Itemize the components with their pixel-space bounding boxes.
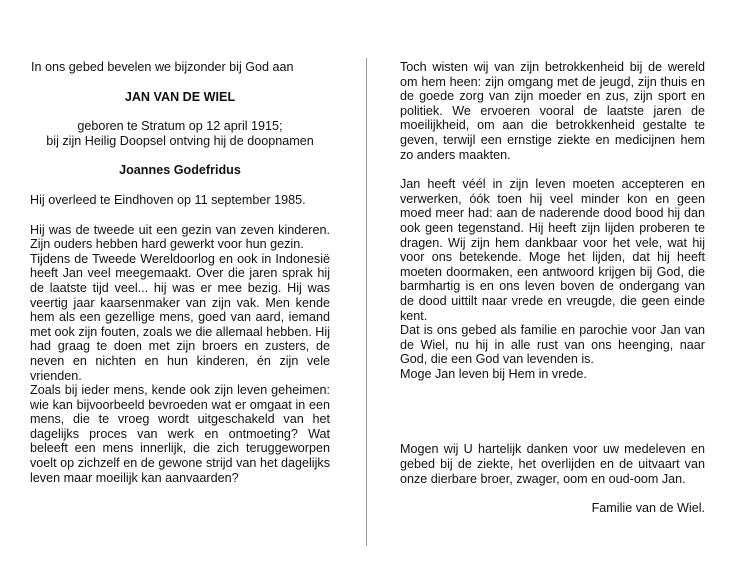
left-column [30,60,330,485]
right-column [400,60,705,516]
baptismal-names: Joannes Godefridus [119,163,241,178]
deceased-name: JAN VAN DE WIEL [124,89,236,104]
paragraph-acceptance: Jan heeft véél in zijn leven moeten accepteren en verwerken, óók toen hij veel minder kon en geen moed meer had: aan de naderende dood bood hij dan ook geen tegenstand. Hij heeft zijn lijden proberen te dragen. Wij zijn hem dankbaar voor het vele, wat hij voor ons betekende. Moge het lijden, dat hij heeft moeten doormaken, een antwoord krijgen bij God, die barmhartig is en ons leven boven de ondergang van de dood uittilt naar vrede en vreugde, die geen einde kent. [400,177,705,323]
life-paragraph: Tijdens de Tweede Wereldoorlog en ook in Indonesië heeft Jan veel meegemaakt. Over die jaren sprak hij de laatste tijd veel... hij was er mee bezig. Hij was veertig jaar kaarsenmaker van zijn vak. Men kende hem als een gezellige mens, goed van aard, iemand met ook zijn fouten, zoals we die allemaal hebben. Hij had graag te doen met zijn broers en zusters, de neven en nichten en hun kinderen, én zijn vele vrienden. [30,251,330,383]
intro-text: In ons gebed bevelen we bijzonder bij God aan [31,60,294,74]
baptism-text: bij zijn Heilig Doopsel ontving hij de doopnamen [46,133,314,148]
column-divider [366,58,367,546]
life-paragraph: Zoals bij ieder mens, kende ook zijn leven geheimen: wie kan bijvoorbeeld bevroeden wat er omgaat in een mens, die te vroeg wordt uitgeschakeld van het dagelijks proces van werk en ontmoeting? Wat beleeft een mens innerlijk, die zich teruggeworpen voelt op zichzelf en de gewone strijd van het dagelijks leven maar moeilijk kan aanvaarden? [30,383,330,485]
thanks-text: Mogen wij U hartelijk danken voor uw medeleven en gebed bij de ziekte, het overlijden en de uitvaart van onze dierbare broer, zwager, oom en oud-oom Jan. [400,442,705,486]
paragraph-involvement: Toch wisten wij van zijn betrokkenheid bij de wereld om hem heen: zijn omgang met de jeugd, zijn thuis en de goede zorg van zijn moeder en zus, zijn sport en politiek. We ervoeren vooral de laatste jaren de moeilijkheid, om aan die betrokkenheid gestalte te geven, terwijl een ernstige ziekte en medicijnen hem zo anders maakten. [400,60,705,162]
family-text: Hij was de tweede uit een gezin van zeven kinderen. Zijn ouders hebben hard gewerkt voor hun gezin. [30,222,330,252]
family-signature: Familie van de Wiel. [591,501,705,516]
birth-text: geboren te Stratum op 12 april 1915; [77,119,283,134]
paragraph-blessing: Moge Jan leven bij Hem in vrede. [400,366,587,381]
paragraph-prayer: Dat is ons gebed als familie en parochie voor Jan van de Wiel, nu hij in alle rust van ons heenging, naar God, die een God van levenden is. [400,323,705,367]
death-text: Hij overleed te Eindhoven op 11 september 1985. [30,192,306,207]
